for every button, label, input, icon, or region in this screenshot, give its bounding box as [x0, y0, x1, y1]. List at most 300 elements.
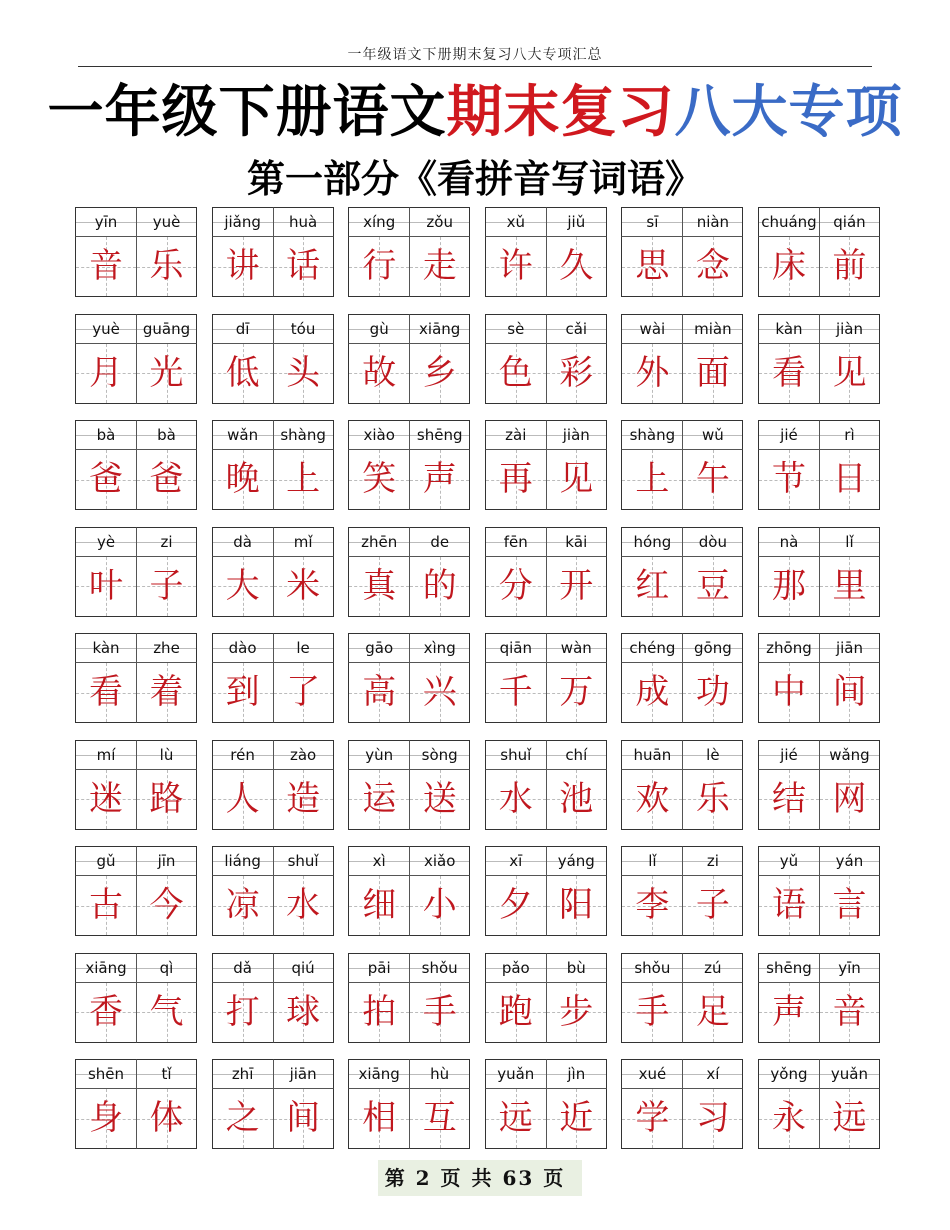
pinyin-label: fēn [485, 527, 546, 557]
word-box [758, 953, 880, 1043]
pinyin-label: yuǎn [485, 1059, 546, 1089]
hanzi-character: 的 [422, 565, 457, 606]
word-box [75, 846, 197, 936]
pinyin-label: cǎi [546, 314, 607, 344]
hanzi-box [621, 1089, 682, 1149]
word-box [348, 314, 470, 404]
pinyin-label: qiú [273, 953, 334, 983]
hanzi-box [485, 663, 546, 723]
hanzi-box [819, 237, 880, 297]
hanzi-box [621, 770, 682, 830]
character-cell [546, 633, 607, 723]
character-cell [546, 953, 607, 1043]
character-cell [273, 420, 334, 510]
hanzi-character: 李 [635, 885, 670, 925]
character-cell [75, 527, 136, 617]
pinyin-label: tǐ [136, 1059, 197, 1089]
pinyin-label: jié [758, 740, 819, 770]
hanzi-character: 功 [695, 672, 730, 712]
pinyin-label: qián [819, 207, 880, 237]
hanzi-box [409, 557, 470, 617]
character-cell [75, 314, 136, 404]
word-box [212, 527, 334, 617]
pinyin-label: chuáng [758, 207, 819, 237]
hanzi-character: 外 [635, 352, 670, 393]
hanzi-box [546, 450, 607, 510]
character-cell [758, 207, 819, 297]
pinyin-label: xiào [348, 420, 409, 450]
pinyin-label: hù [409, 1059, 470, 1089]
character-cell [409, 527, 470, 617]
character-cell [75, 420, 136, 510]
word-box [212, 207, 334, 297]
hanzi-box [819, 344, 880, 404]
hanzi-box [136, 450, 197, 510]
hanzi-character: 彩 [559, 352, 594, 393]
hanzi-box [409, 663, 470, 723]
character-cell [621, 314, 682, 404]
word-box [758, 740, 880, 830]
pinyin-label: qiān [485, 633, 546, 663]
word-box [485, 527, 607, 617]
hanzi-character: 晚 [225, 459, 260, 499]
pinyin-label: xué [621, 1059, 682, 1089]
character-cell [682, 1059, 743, 1149]
hanzi-box [546, 983, 607, 1043]
hanzi-box [75, 557, 136, 617]
character-cell [546, 740, 607, 830]
hanzi-box [485, 983, 546, 1043]
character-cell [485, 314, 546, 404]
pinyin-label: yùn [348, 740, 409, 770]
character-cell [409, 740, 470, 830]
hanzi-box [136, 663, 197, 723]
character-cell [621, 846, 682, 936]
character-cell [819, 314, 880, 404]
hanzi-character: 互 [422, 1098, 457, 1138]
pinyin-label: miàn [682, 314, 743, 344]
hanzi-character: 着 [149, 672, 184, 712]
character-cell [75, 207, 136, 297]
pinyin-label: kāi [546, 527, 607, 557]
hanzi-box [348, 876, 409, 936]
character-cell [273, 740, 334, 830]
character-cell [273, 314, 334, 404]
character-cell [348, 740, 409, 830]
pinyin-label: yīn [819, 953, 880, 983]
title-part-1: 一年级下册语文 [47, 80, 447, 145]
pinyin-label: xiāng [409, 314, 470, 344]
hanzi-character: 再 [498, 459, 533, 499]
title-part-2: 期末复习 [446, 80, 675, 145]
hanzi-character: 许 [498, 246, 533, 286]
pinyin-label: yán [819, 846, 880, 876]
character-cell [212, 314, 273, 404]
hanzi-box [758, 344, 819, 404]
word-box [485, 207, 607, 297]
pinyin-label: wàn [546, 633, 607, 663]
hanzi-box [546, 770, 607, 830]
pinyin-label: de [409, 527, 470, 557]
pinyin-label: shēn [75, 1059, 136, 1089]
hanzi-box [682, 983, 743, 1043]
hanzi-box [348, 770, 409, 830]
character-cell [75, 633, 136, 723]
hanzi-box [75, 663, 136, 723]
hanzi-character: 话 [286, 246, 321, 286]
section-title: 第一部分《看拼音写词语》 [246, 157, 703, 201]
pinyin-label: kàn [75, 633, 136, 663]
character-cell [212, 420, 273, 510]
pinyin-label: liáng [212, 846, 273, 876]
word-box [75, 527, 197, 617]
hanzi-box [273, 770, 334, 830]
character-cell [409, 846, 470, 936]
character-cell [758, 953, 819, 1043]
hanzi-character: 相 [362, 1098, 397, 1138]
hanzi-box [621, 663, 682, 723]
hanzi-box [819, 557, 880, 617]
pinyin-label: shǒu [409, 953, 470, 983]
hanzi-box [212, 1089, 273, 1149]
pinyin-label: shēng [758, 953, 819, 983]
character-cell [348, 207, 409, 297]
hanzi-box [621, 344, 682, 404]
character-cell [546, 527, 607, 617]
character-cell [819, 527, 880, 617]
pinyin-label: xiāng [348, 1059, 409, 1089]
hanzi-box [621, 450, 682, 510]
character-cell [758, 527, 819, 617]
character-cell [212, 1059, 273, 1149]
hanzi-character: 人 [225, 778, 260, 819]
hanzi-character: 子 [149, 565, 184, 606]
hanzi-character: 行 [362, 246, 397, 286]
hanzi-box [682, 450, 743, 510]
word-box [485, 740, 607, 830]
word-box [75, 633, 197, 723]
hanzi-character: 拍 [362, 991, 397, 1032]
hanzi-character: 音 [89, 246, 123, 286]
character-cell [621, 527, 682, 617]
header-divider [78, 66, 872, 67]
character-cell [212, 846, 273, 936]
hanzi-character: 爸 [89, 459, 123, 499]
hanzi-character: 真 [362, 565, 397, 606]
hanzi-box [348, 983, 409, 1043]
hanzi-box [75, 344, 136, 404]
hanzi-box [758, 557, 819, 617]
hanzi-character: 兴 [422, 672, 457, 712]
word-box [621, 420, 743, 510]
hanzi-box [621, 983, 682, 1043]
pinyin-label: gǔ [75, 846, 136, 876]
word-box [485, 633, 607, 723]
hanzi-character: 今 [149, 885, 184, 925]
pinyin-label: niàn [682, 207, 743, 237]
hanzi-character: 米 [286, 565, 321, 606]
word-box [758, 1059, 880, 1149]
character-cell [136, 740, 197, 830]
hanzi-character: 讲 [225, 246, 260, 286]
hanzi-character: 爸 [149, 459, 184, 499]
word-box [348, 846, 470, 936]
pinyin-label: gōng [682, 633, 743, 663]
hanzi-box [348, 344, 409, 404]
word-box [621, 207, 743, 297]
pinyin-label: jiān [819, 633, 880, 663]
hanzi-character: 前 [832, 246, 867, 286]
word-grid [75, 207, 880, 1149]
pinyin-label: rén [212, 740, 273, 770]
word-box [75, 1059, 197, 1149]
hanzi-character: 红 [635, 565, 670, 606]
hanzi-character: 学 [635, 1098, 670, 1138]
character-cell [348, 1059, 409, 1149]
word-box [621, 953, 743, 1043]
word-box [75, 740, 197, 830]
hanzi-character: 习 [695, 1098, 730, 1138]
pinyin-label: yǒng [758, 1059, 819, 1089]
pinyin-label: huà [273, 207, 334, 237]
hanzi-character: 小 [422, 885, 457, 925]
character-cell [212, 953, 273, 1043]
hanzi-character: 上 [286, 459, 321, 499]
hanzi-character: 看 [771, 352, 806, 393]
pinyin-label: xì [348, 846, 409, 876]
pinyin-label: xí [682, 1059, 743, 1089]
hanzi-character: 色 [498, 352, 533, 393]
hanzi-character: 手 [422, 991, 457, 1032]
hanzi-character: 结 [771, 778, 806, 819]
pinyin-label: guāng [136, 314, 197, 344]
hanzi-box [621, 237, 682, 297]
hanzi-box [485, 1089, 546, 1149]
hanzi-character: 故 [362, 352, 397, 393]
hanzi-box [348, 663, 409, 723]
character-cell [819, 1059, 880, 1149]
pinyin-label: sòng [409, 740, 470, 770]
pinyin-label: jīn [136, 846, 197, 876]
hanzi-character: 看 [89, 672, 123, 712]
character-cell [273, 633, 334, 723]
character-cell [621, 740, 682, 830]
character-cell [485, 633, 546, 723]
character-cell [348, 420, 409, 510]
pinyin-label: wǔ [682, 420, 743, 450]
hanzi-box [136, 344, 197, 404]
character-cell [273, 207, 334, 297]
hanzi-box [546, 663, 607, 723]
hanzi-box [546, 876, 607, 936]
character-cell [136, 420, 197, 510]
word-box [758, 420, 880, 510]
hanzi-character: 面 [695, 352, 730, 393]
pinyin-label: sè [485, 314, 546, 344]
pinyin-label: xī [485, 846, 546, 876]
hanzi-box [409, 237, 470, 297]
hanzi-character: 凉 [225, 885, 260, 925]
hanzi-box [212, 983, 273, 1043]
character-cell [485, 846, 546, 936]
word-box [348, 420, 470, 510]
page-header: 一年级语文下册期末复习八大专项汇总 [347, 47, 603, 63]
hanzi-box [136, 237, 197, 297]
character-cell [212, 207, 273, 297]
character-cell [409, 633, 470, 723]
hanzi-box [212, 450, 273, 510]
hanzi-character: 念 [695, 246, 730, 286]
pinyin-label: lù [136, 740, 197, 770]
character-cell [485, 1059, 546, 1149]
hanzi-box [819, 450, 880, 510]
hanzi-character: 近 [559, 1098, 594, 1138]
hanzi-box [758, 237, 819, 297]
pinyin-label: zú [682, 953, 743, 983]
character-cell [409, 207, 470, 297]
word-box [75, 420, 197, 510]
hanzi-box [136, 557, 197, 617]
pinyin-label: zhōng [758, 633, 819, 663]
word-box [621, 846, 743, 936]
word-box [348, 527, 470, 617]
character-cell [758, 740, 819, 830]
pinyin-label: dòu [682, 527, 743, 557]
hanzi-character: 笑 [362, 459, 397, 499]
hanzi-box [758, 983, 819, 1043]
pinyin-label: jié [758, 420, 819, 450]
hanzi-character: 夕 [498, 885, 533, 925]
hanzi-box [409, 876, 470, 936]
character-cell [212, 527, 273, 617]
character-cell [136, 633, 197, 723]
word-box [212, 1059, 334, 1149]
character-cell [409, 314, 470, 404]
hanzi-character: 见 [559, 459, 594, 499]
pinyin-label: gù [348, 314, 409, 344]
pinyin-label: bù [546, 953, 607, 983]
hanzi-character: 光 [149, 352, 184, 393]
word-box [212, 953, 334, 1043]
pinyin-label: wǎn [212, 420, 273, 450]
hanzi-box [819, 983, 880, 1043]
hanzi-character: 远 [832, 1098, 867, 1138]
pinyin-label: dī [212, 314, 273, 344]
hanzi-box [819, 1089, 880, 1149]
word-box [212, 740, 334, 830]
character-cell [485, 953, 546, 1043]
hanzi-box [682, 1089, 743, 1149]
pinyin-label: yè [75, 527, 136, 557]
word-box [485, 953, 607, 1043]
character-cell [819, 846, 880, 936]
hanzi-box [409, 1089, 470, 1149]
hanzi-character: 午 [695, 459, 730, 499]
word-box [758, 846, 880, 936]
pinyin-label: lǐ [621, 846, 682, 876]
character-cell [546, 1059, 607, 1149]
pinyin-label: zǒu [409, 207, 470, 237]
hanzi-box [758, 876, 819, 936]
word-box [348, 207, 470, 297]
word-box [348, 1059, 470, 1149]
pinyin-label: jiàn [546, 420, 607, 450]
character-cell [136, 207, 197, 297]
character-cell [348, 953, 409, 1043]
character-cell [485, 740, 546, 830]
hanzi-box [212, 557, 273, 617]
hanzi-character: 足 [695, 991, 730, 1032]
hanzi-box [75, 1089, 136, 1149]
hanzi-box [75, 450, 136, 510]
hanzi-character: 送 [422, 778, 457, 819]
hanzi-box [348, 450, 409, 510]
pinyin-label: yǔ [758, 846, 819, 876]
character-cell [621, 1059, 682, 1149]
pinyin-label: huān [621, 740, 682, 770]
hanzi-character: 运 [362, 778, 397, 819]
character-cell [682, 314, 743, 404]
word-box [212, 633, 334, 723]
hanzi-character: 分 [498, 565, 533, 606]
hanzi-box [621, 876, 682, 936]
hanzi-box [409, 344, 470, 404]
hanzi-character: 床 [771, 246, 806, 286]
character-cell [409, 953, 470, 1043]
hanzi-character: 池 [559, 778, 594, 819]
hanzi-character: 见 [832, 352, 867, 393]
hanzi-box [819, 770, 880, 830]
hanzi-box [75, 237, 136, 297]
character-cell [621, 953, 682, 1043]
pinyin-label: lǐ [819, 527, 880, 557]
hanzi-character: 网 [832, 778, 867, 819]
hanzi-box [485, 557, 546, 617]
hanzi-character: 间 [832, 672, 867, 712]
hanzi-character: 中 [771, 672, 806, 712]
word-box [758, 207, 880, 297]
hanzi-character: 低 [225, 352, 260, 393]
word-box [621, 314, 743, 404]
pinyin-label: shuǐ [485, 740, 546, 770]
hanzi-box [682, 876, 743, 936]
hanzi-character: 跑 [498, 991, 533, 1032]
word-box [212, 314, 334, 404]
word-box [212, 846, 334, 936]
word-box [621, 1059, 743, 1149]
pinyin-label: dà [212, 527, 273, 557]
pinyin-label: zi [682, 846, 743, 876]
hanzi-box [136, 770, 197, 830]
hanzi-character: 乐 [149, 246, 184, 286]
hanzi-character: 步 [559, 991, 594, 1032]
hanzi-character: 大 [225, 565, 260, 606]
character-cell [546, 846, 607, 936]
hanzi-box [273, 237, 334, 297]
hanzi-character: 细 [362, 885, 397, 925]
pinyin-label: jìn [546, 1059, 607, 1089]
hanzi-box [621, 557, 682, 617]
pinyin-label: zào [273, 740, 334, 770]
character-cell [348, 527, 409, 617]
hanzi-character: 声 [422, 459, 457, 499]
hanzi-box [758, 1089, 819, 1149]
word-box [75, 207, 197, 297]
character-cell [409, 1059, 470, 1149]
hanzi-box [819, 663, 880, 723]
hanzi-character: 到 [225, 672, 260, 712]
pinyin-label: yīn [75, 207, 136, 237]
